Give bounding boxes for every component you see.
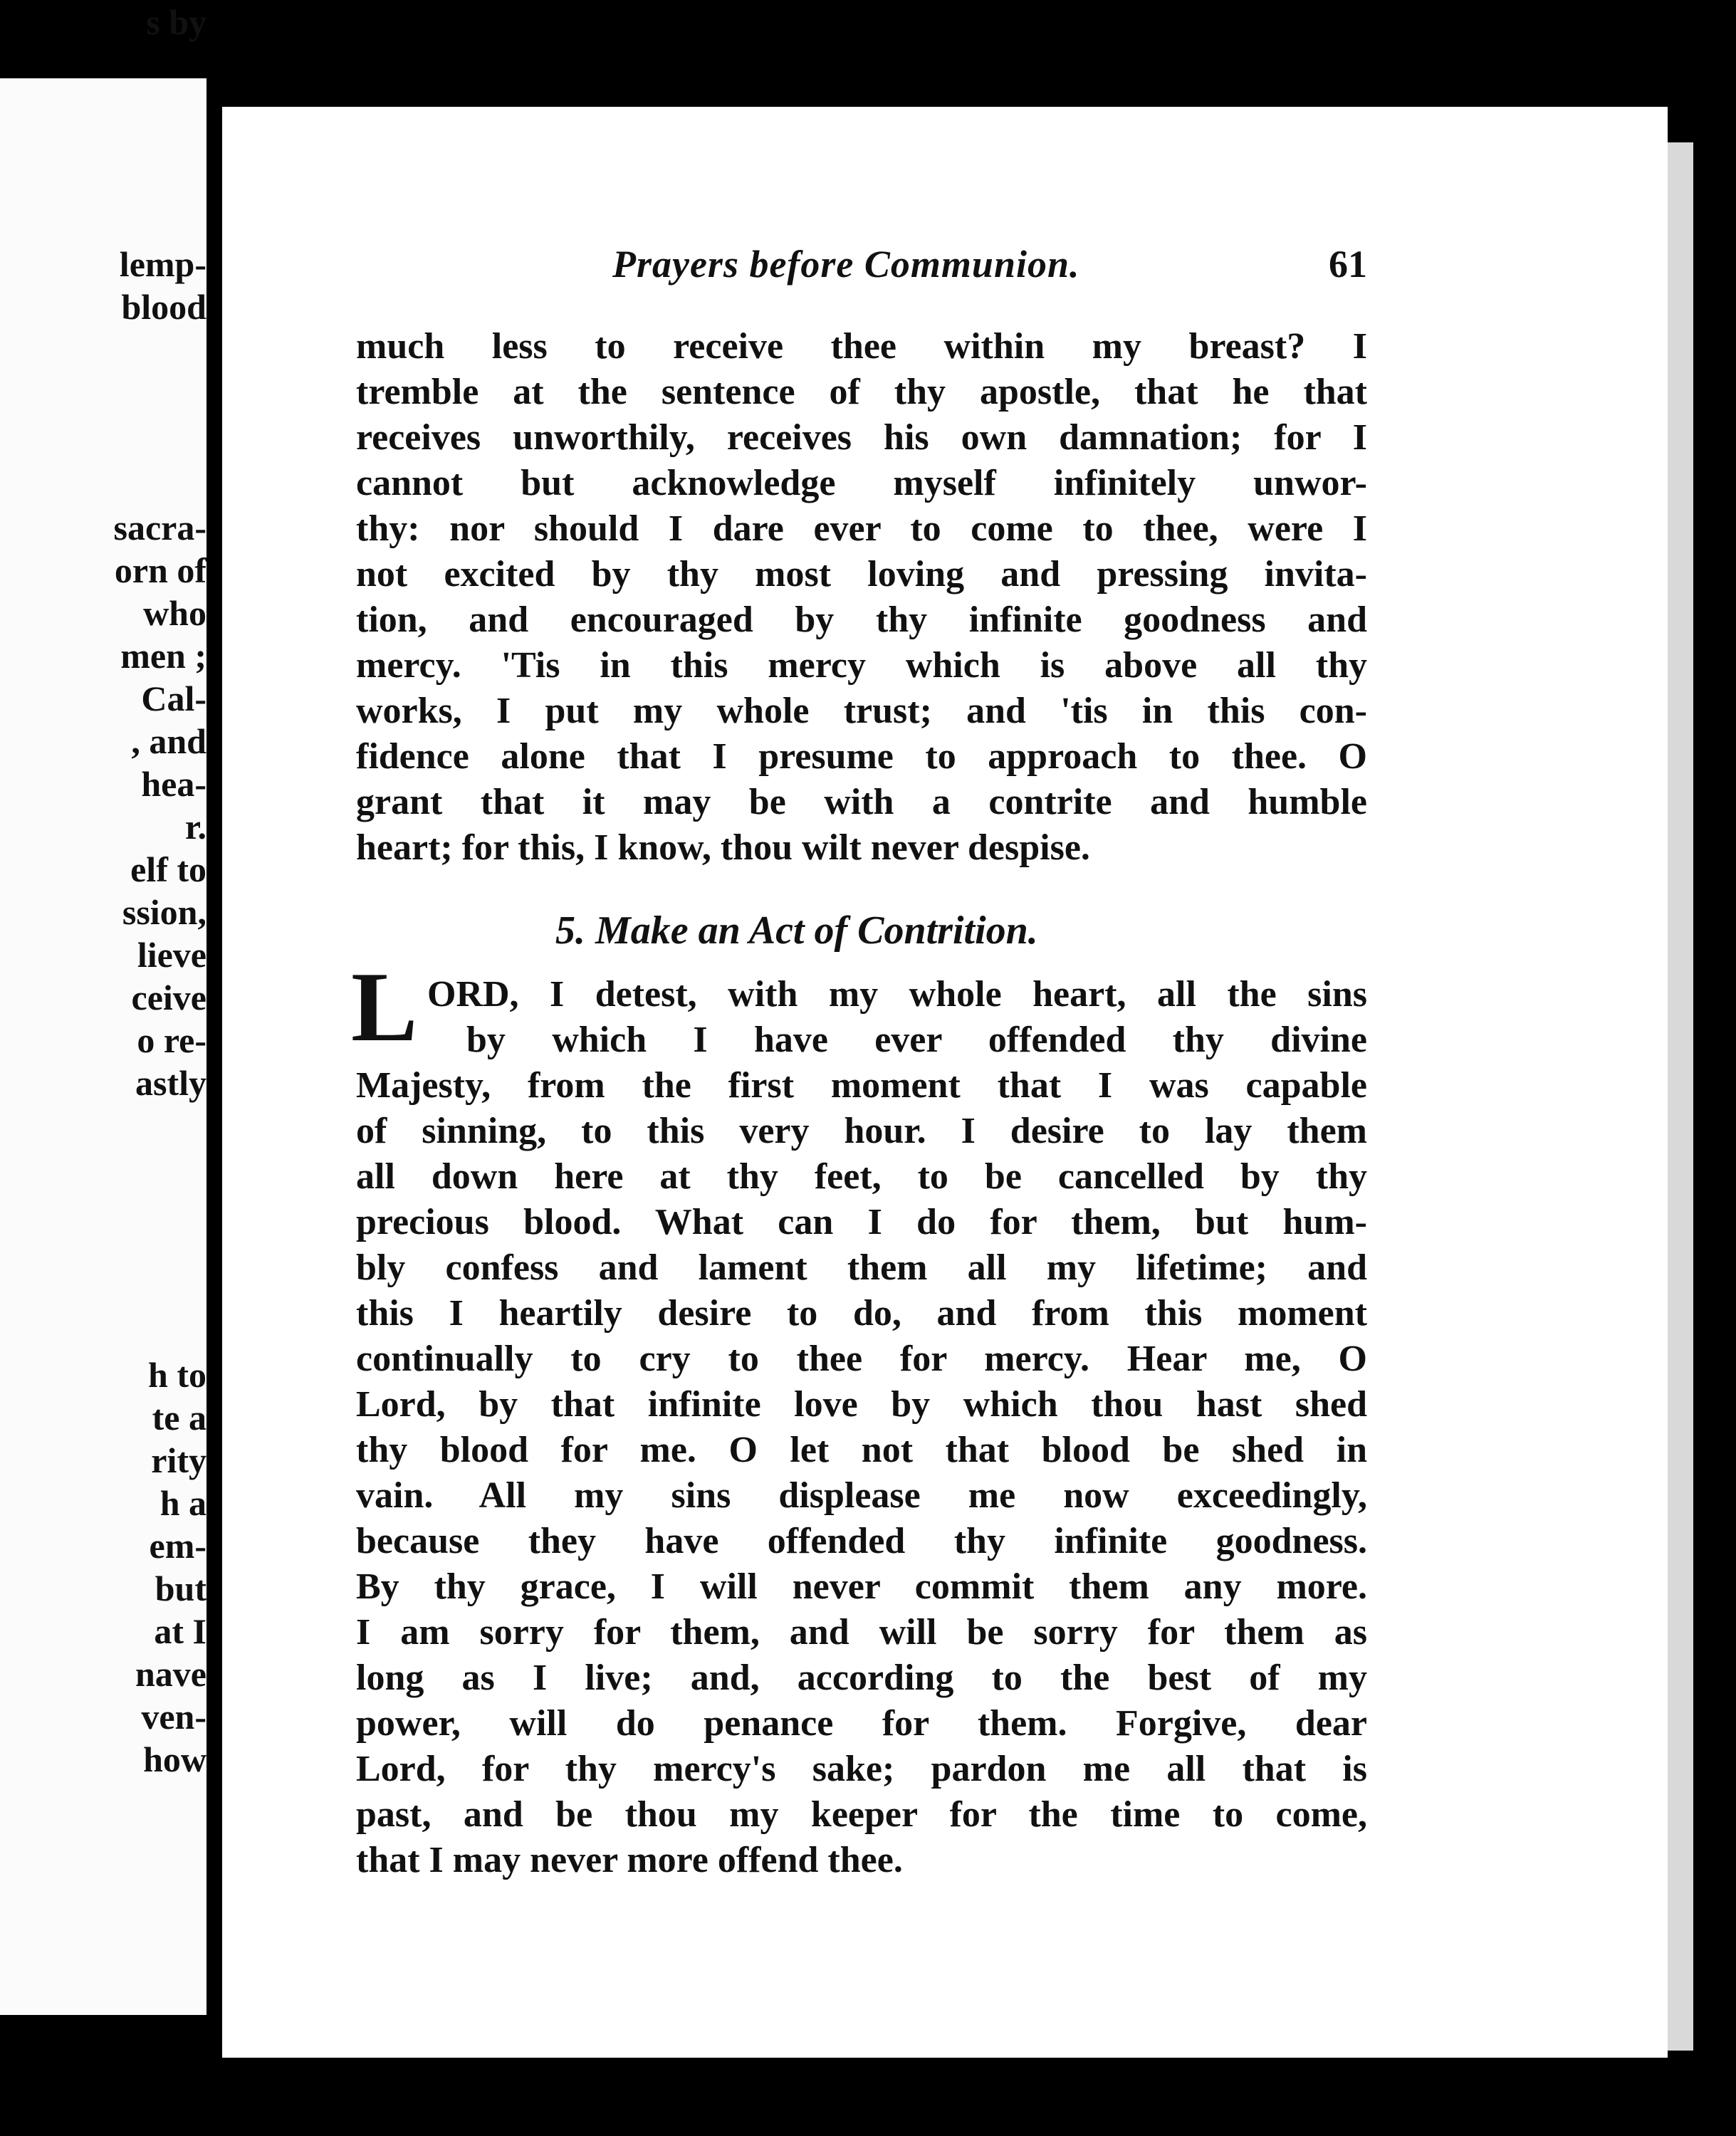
text-line: bly confess and lament them all my lifetime; and	[356, 1247, 1367, 1288]
left-page-fragment: elf to	[130, 849, 206, 889]
left-page-fragment: h to	[148, 1355, 206, 1395]
text-line: heart; for this, I know, thou wilt never despise.	[356, 827, 1090, 868]
left-page-fragment: lemp-	[119, 244, 206, 284]
text-line: power, will do penance for them. Forgive, dear	[356, 1703, 1367, 1744]
left-page-fragment: but	[155, 1569, 206, 1608]
text-line: vain. All my sins displease me now exceedingly,	[356, 1475, 1367, 1516]
text-line: By thy grace, I will never commit them any more.	[356, 1566, 1367, 1607]
page-edge	[1668, 142, 1693, 2051]
left-page-fragment: at I	[154, 1611, 206, 1651]
text-line: grant that it may be with a contrite and humble	[356, 782, 1367, 822]
left-page-fragment: lieve	[137, 935, 206, 975]
section-heading: 5. Make an Act of Contrition.	[555, 909, 1038, 953]
text-line: Lord, by that infinite love by which thou hast shed	[356, 1384, 1367, 1425]
text-line: precious blood. What can I do for them, but hum-	[356, 1202, 1367, 1242]
page-number: 61	[1329, 243, 1367, 286]
text-line: not excited by thy most loving and pressing invita-	[356, 554, 1367, 595]
left-page-fragment: who	[143, 593, 206, 633]
left-page-fragment: how	[143, 1739, 206, 1779]
text-line: much less to receive thee within my breast? I	[356, 326, 1367, 367]
text-line: all down here at thy feet, to be cancelled by thy	[356, 1156, 1367, 1197]
text-line: Lord, for thy mercy's sake; pardon me all that is	[356, 1749, 1367, 1789]
left-page-fragment: nave	[135, 1654, 206, 1694]
text-line: fidence alone that I presume to approach to thee. O	[356, 736, 1367, 777]
left-page-fragment: h a	[160, 1483, 206, 1523]
left-page-fragment: , and	[131, 721, 206, 761]
text-line: I am sorry for them, and will be sorry for them as	[356, 1612, 1367, 1653]
left-page-fragment: r.	[184, 807, 206, 847]
text-line: receives unworthily, receives his own damnation; for I	[356, 417, 1367, 458]
left-page-fragment: em-	[149, 1526, 206, 1566]
text-line: thy blood for me. O let not that blood be shed in	[356, 1430, 1367, 1470]
left-page-fragment: astly	[135, 1063, 206, 1103]
running-head	[370, 242, 1367, 299]
text-line: mercy. 'Tis in this mercy which is above all thy	[356, 645, 1367, 686]
left-page-fragment: ssion,	[122, 892, 206, 932]
text-line: of sinning, to this very hour. I desire to lay them	[356, 1111, 1367, 1151]
text-line: Majesty, from the first moment that I was capable	[356, 1065, 1367, 1106]
gutter-divider	[206, 71, 222, 2058]
text-line: works, I put my whole trust; and 'tis in this con-	[356, 691, 1367, 731]
text-line: tion, and encouraged by thy infinite goodness and	[356, 600, 1367, 640]
text-line: ORD, I detest, with my whole heart, all the sins	[427, 974, 1367, 1015]
left-page-fragment: s by	[146, 2, 206, 42]
left-page-fragment: rity	[151, 1440, 206, 1480]
left-page-fragment: hea-	[141, 764, 206, 804]
text-line: by which I have ever offended thy divine	[466, 1020, 1367, 1060]
text-line: tremble at the sentence of thy apostle, that he that	[356, 372, 1367, 412]
drop-cap: L	[351, 952, 418, 1062]
left-page-fragment: Cal-	[141, 679, 206, 718]
left-page-fragment: ven-	[141, 1697, 206, 1737]
left-page-fragment: blood	[121, 287, 206, 327]
left-page-fragment: te a	[152, 1398, 206, 1438]
left-page	[0, 2, 214, 2015]
text-line: that I may never more offend thee.	[356, 1840, 903, 1880]
left-page-fragment: orn of	[114, 550, 206, 590]
text-line: cannot but acknowledge myself infinitely unwor-	[356, 463, 1367, 503]
text-line: because they have offended thy infinite goodness.	[356, 1521, 1367, 1561]
left-page-fragment: sacra-	[113, 508, 206, 548]
text-line: continually to cry to thee for mercy. Hear me, O	[356, 1339, 1367, 1379]
left-page-fragment: men ;	[120, 636, 206, 676]
left-page-fragment: o re-	[137, 1020, 206, 1060]
text-line: this I heartily desire to do, and from this moment	[356, 1293, 1367, 1334]
text-line: thy: nor should I dare ever to come to thee, were I	[356, 508, 1367, 549]
text-line: long as I live; and, according to the best of my	[356, 1658, 1367, 1698]
left-page-fragment: ceive	[131, 978, 206, 1017]
text-line: past, and be thou my keeper for the time to come,	[356, 1794, 1367, 1835]
running-title: Prayers before Communion.	[612, 243, 1080, 286]
